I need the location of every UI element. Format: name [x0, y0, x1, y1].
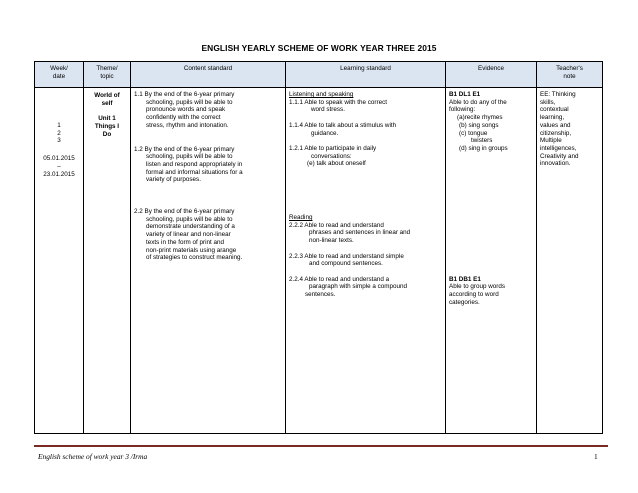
- theme-line: self: [101, 99, 113, 107]
- learning-standard-1-1-4: 1.1.4 Able to talk about a stimulus with guidance.: [289, 121, 397, 137]
- content-standard-1-2: 1.2 By the end of the 6-year primary schooling, pupils will be able to listen and respond appropriately in formal and informal situations for a variety of purposes.: [134, 145, 243, 184]
- date-end: 23.01.2015: [43, 170, 75, 178]
- week-number: 1: [57, 122, 61, 129]
- unit-line: Do: [102, 130, 112, 138]
- footer-rule: [34, 445, 608, 447]
- date-start: 05.01.2015: [43, 155, 75, 163]
- content-standard-2-2: 2.2 By the end of the 6-year primary schooling, pupils will be able to demonstrate understanding of a variety of linear and non-linear texts in the form of print and non-print materials using arange of strategies to construct meaning.: [134, 208, 243, 262]
- unit-line: Things I: [94, 122, 120, 130]
- section-heading-reading: Reading: [289, 214, 313, 221]
- unit-line: Unit 1: [98, 115, 116, 123]
- table-header-row: [35, 62, 603, 88]
- learning-standard-2-2-2: 2.2.2 Able to read and understand phrases and sentences in linear and non-linear texts.: [289, 221, 411, 245]
- header-content-standard: Content standard: [131, 62, 286, 88]
- week-date-cell: [35, 88, 84, 434]
- evidence-cell: B1 DL1 E1 Able to do any of the following: (a)recite rhymes (b) sing songs (c) tongue twisters (d) sing in groups B1 DB1 E1 Able to group words according to word categories.: [446, 88, 537, 434]
- header-evidence: Evidence: [446, 62, 537, 88]
- evidence-code-db1: B1 DB1 E1: [449, 275, 481, 283]
- week-number: 3: [57, 137, 61, 145]
- week-number: 2: [57, 129, 61, 137]
- learning-standard-1-1-1: 1.1.1 Able to speak with the correct word stress.: [289, 98, 388, 114]
- section-heading-listening: Listening and speaking: [289, 91, 354, 98]
- header-learning-standard: Learning standard: [286, 62, 446, 88]
- page-number: 1: [594, 452, 598, 461]
- content-standard-1-1: 1.1 By the end of the 6-year primary schooling, pupils will be able to pronounce words and speak confidently with the correct stress, rhythm and intonation.: [134, 91, 235, 129]
- teachers-note-cell: EE: Thinking skills, contextual learning, values and citizenship, Multiple intelligences, Creativity and innovation.: [537, 88, 603, 434]
- theme-cell: [84, 88, 131, 434]
- evidence-code-dl1: B1 DL1 E1: [449, 91, 481, 98]
- learning-standard-2-2-4: 2.2.4 Able to read and understand a paragraph with simple a compound sentences.: [289, 275, 408, 298]
- learning-standard-2-2-3: 2.2.3 Able to read and understand simple and compound sentences.: [289, 252, 404, 268]
- theme-line: World of: [94, 92, 120, 99]
- table-row: [35, 88, 603, 434]
- header-week-date: Week/ date: [35, 62, 84, 88]
- header-theme-topic: Theme/ topic: [84, 62, 131, 88]
- content-standard-cell: [131, 88, 286, 434]
- learning-standard-cell: [286, 88, 446, 434]
- footer-text: English scheme of work year 3 /Irma: [38, 452, 148, 461]
- header-teachers-note: Teacher's note: [537, 62, 603, 88]
- learning-standard-1-2-1: 1.2.1 Able to participate in daily conversations: (e) talk about oneself: [289, 144, 377, 168]
- scheme-table: [34, 61, 603, 434]
- document-title: ENGLISH YEARLY SCHEME OF WORK YEAR THREE 2015: [201, 43, 437, 53]
- date-separator: –: [57, 162, 61, 170]
